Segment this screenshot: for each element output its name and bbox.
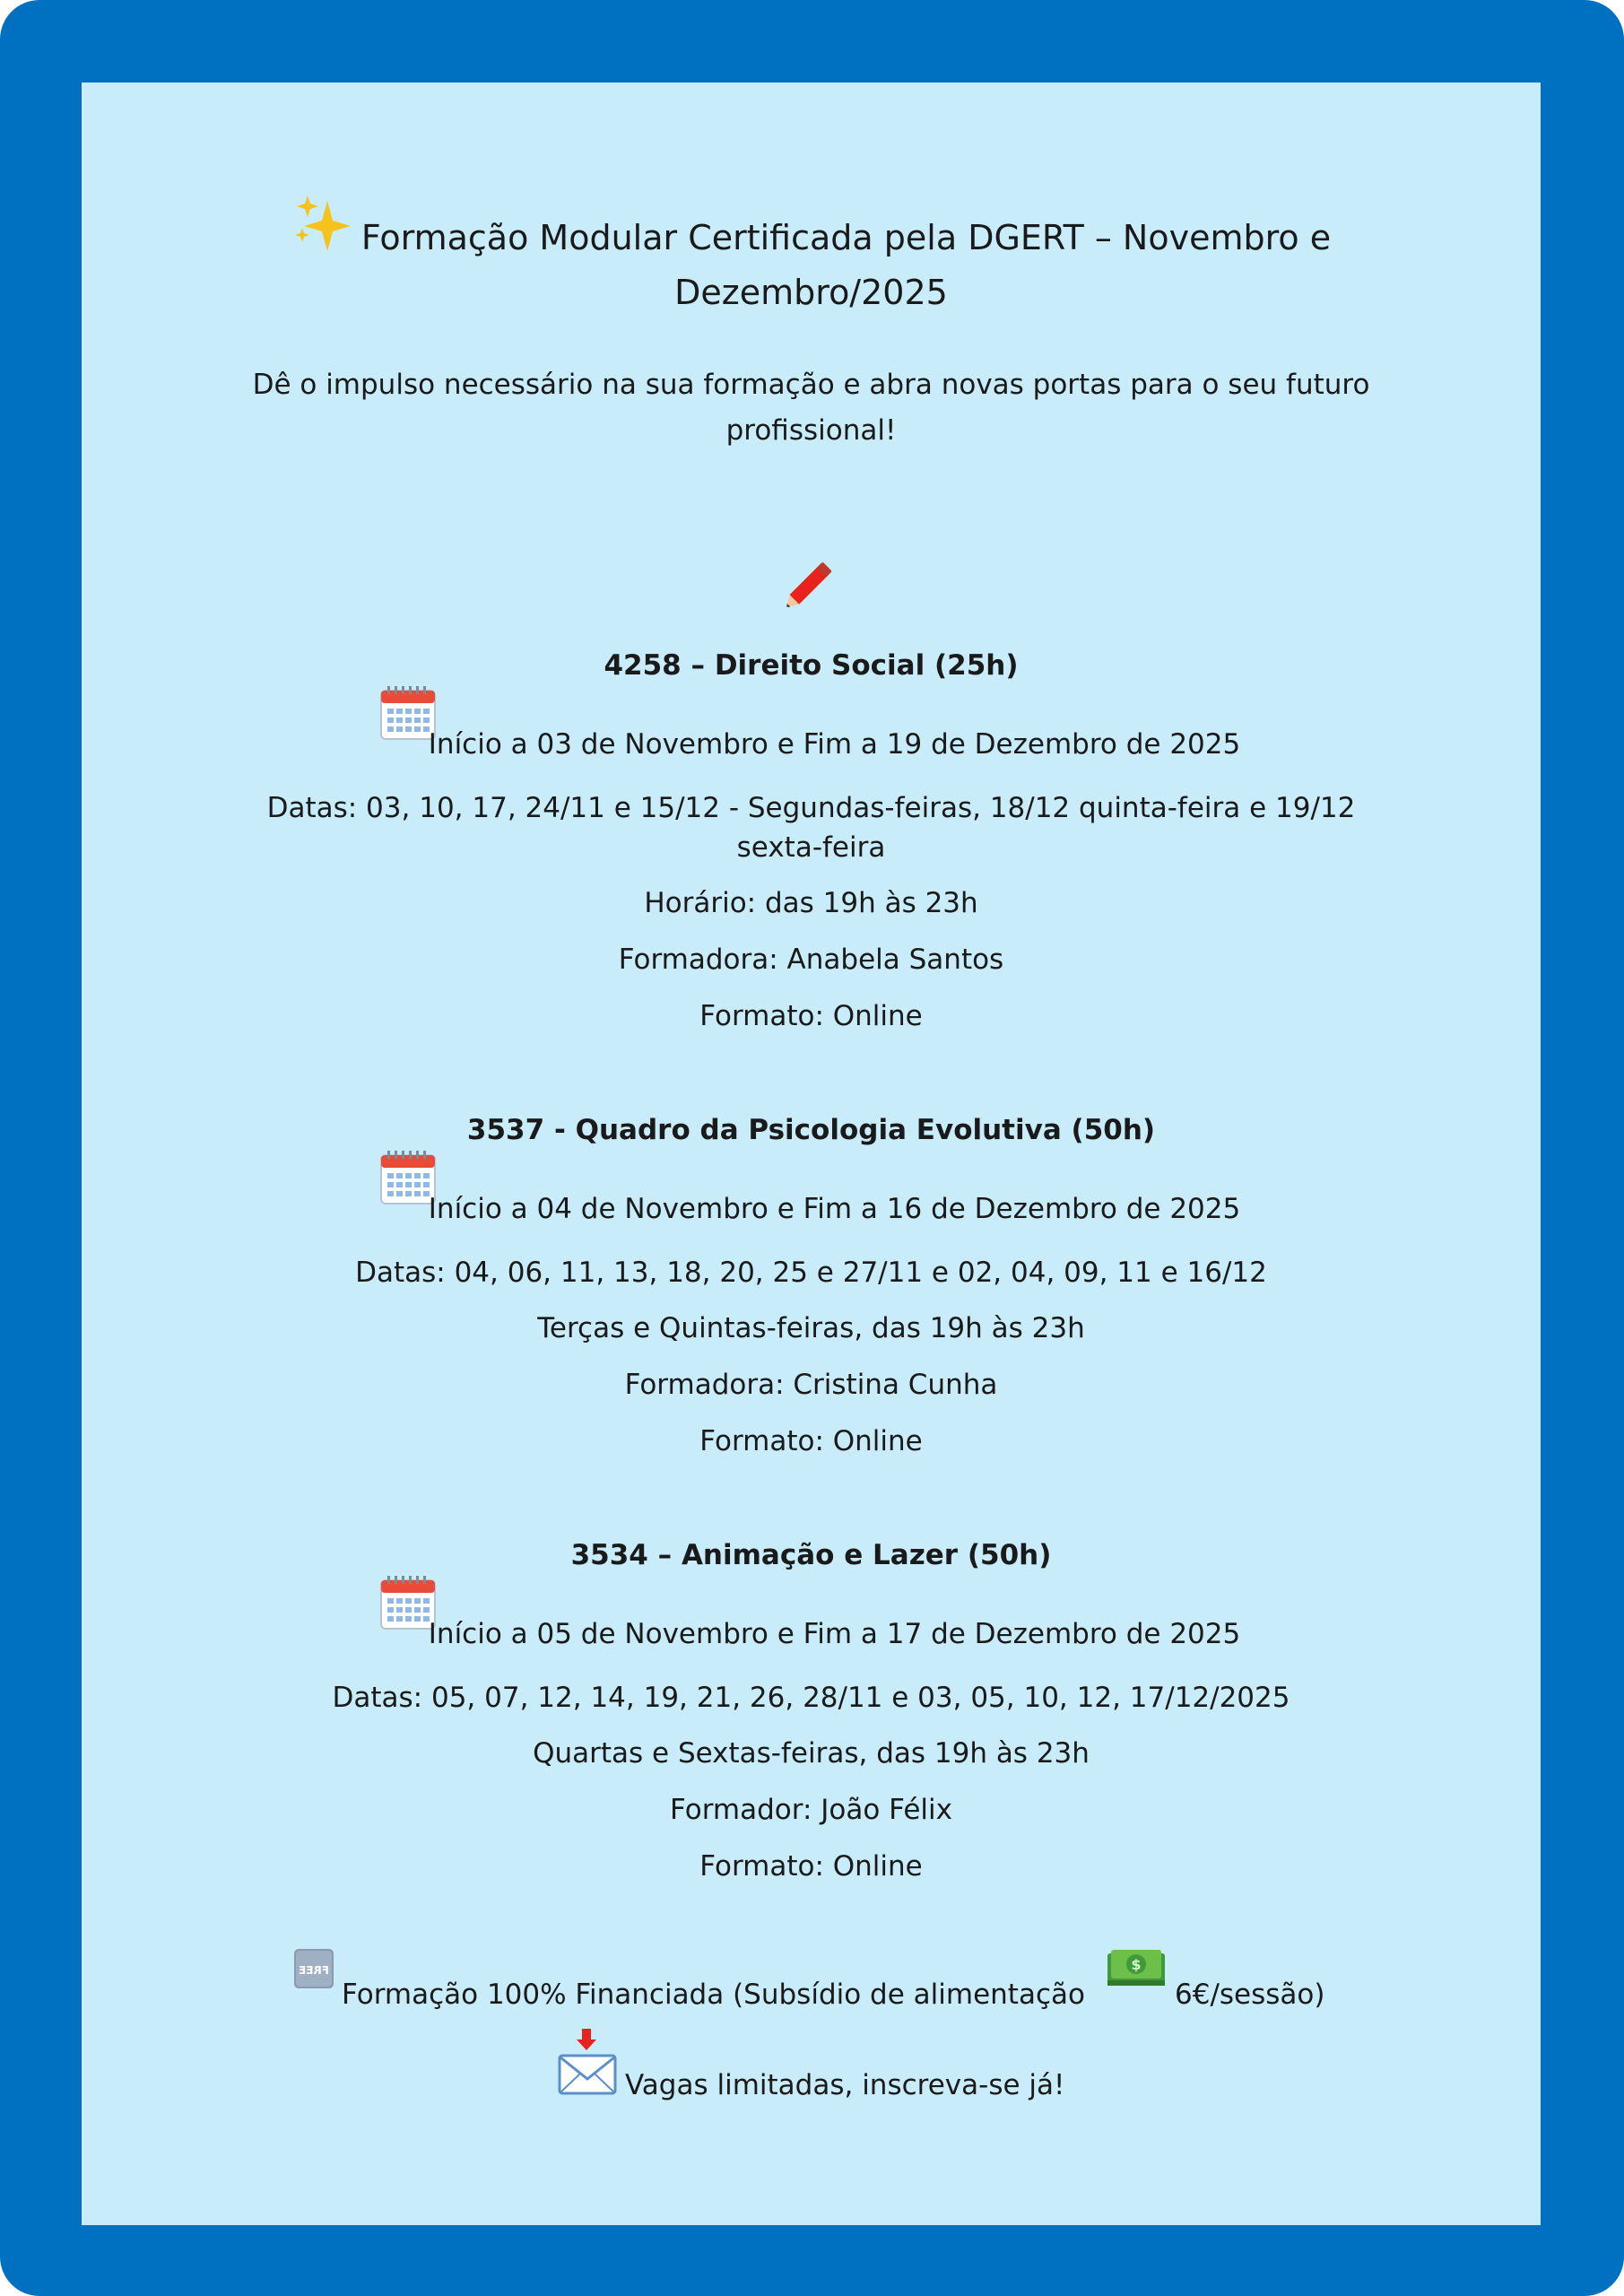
course-card [82,648,1541,1037]
course-trainer: Formadora: Cristina Cunha [624,1369,998,1401]
pencil-icon [780,550,845,614]
course-card [82,1112,1541,1462]
page-subtitle: Dê o impulso necessário na sua formação e abra novas portas para o seu futuro profissional! [252,369,1370,447]
course-dates-row [82,1678,1541,1718]
course-period: Início a 05 de Novembro e Fim a 17 de Dezembro de 2025 [428,1618,1241,1650]
intro [82,362,1541,454]
course-dates-row [82,1253,1541,1292]
course-period-row [82,1148,1541,1238]
page-title: Formação Modular Certificada pela DGERT – Novembro e Dezembro/2025 [360,218,1332,312]
envelope-arrow-icon [557,2029,618,2097]
course-schedule: Horário: das 19h às 23h [644,887,978,919]
free-icon [293,1948,334,1989]
course-trainer: Formadora: Anabela Santos [618,944,1004,976]
course-schedule: Terças e Quintas-feiras, das 19h às 23h [537,1312,1085,1344]
course-period-row [82,683,1541,773]
sparkles-icon [291,192,356,257]
money-icon [1106,1948,1167,1989]
course-title: 4258 – Direito Social (25h) [604,649,1019,682]
funding-row [82,1948,1541,2020]
course-format: Formato: Online [699,1000,923,1032]
course-trainer: Formador: João Félix [670,1794,952,1826]
cta-text: Vagas limitadas, inscreva-se já! [625,2069,1065,2101]
svg-text:FREE: FREE [299,1964,329,1977]
course-dates: Datas: 03, 10, 17, 24/11 e 15/12 - Segundas-feiras, 18/12 quinta-feira e 19/12 sexta-feira [266,792,1356,864]
course-period: Início a 04 de Novembro e Fim a 16 de Dezembro de 2025 [428,1193,1241,1225]
course-card [82,1537,1541,1887]
course-dates: Datas: 05, 07, 12, 14, 19, 21, 26, 28/11 e 03, 05, 10, 12, 17/12/2025 [332,1682,1290,1714]
svg-text:$: $ [1131,1956,1142,1973]
course-dates-row [82,788,1541,867]
course-format: Formato: Online [699,1850,923,1883]
course-period-row [82,1573,1541,1663]
course-schedule: Quartas e Sextas-feiras, das 19h às 23h [533,1737,1090,1770]
course-format: Formato: Online [699,1425,923,1457]
funding-text: Formação 100% Financiada (Subsídio de alimentação [342,1979,1085,2011]
course-title: 3534 – Animação e Lazer (50h) [570,1539,1052,1571]
course-title: 3537 - Quadro da Psicologia Evolutiva (50h) [466,1114,1156,1146]
content-panel [82,83,1541,2225]
course-period: Início a 03 de Novembro e Fim a 19 de Dezembro de 2025 [428,728,1241,761]
cta-row [82,2029,1541,2109]
course-dates: Datas: 04, 06, 11, 13, 18, 20, 25 e 27/11 e 02, 04, 09, 11 e 16/12 [355,1257,1267,1289]
allowance-text: 6€/sessão) [1175,1979,1325,2011]
header [82,192,1541,320]
